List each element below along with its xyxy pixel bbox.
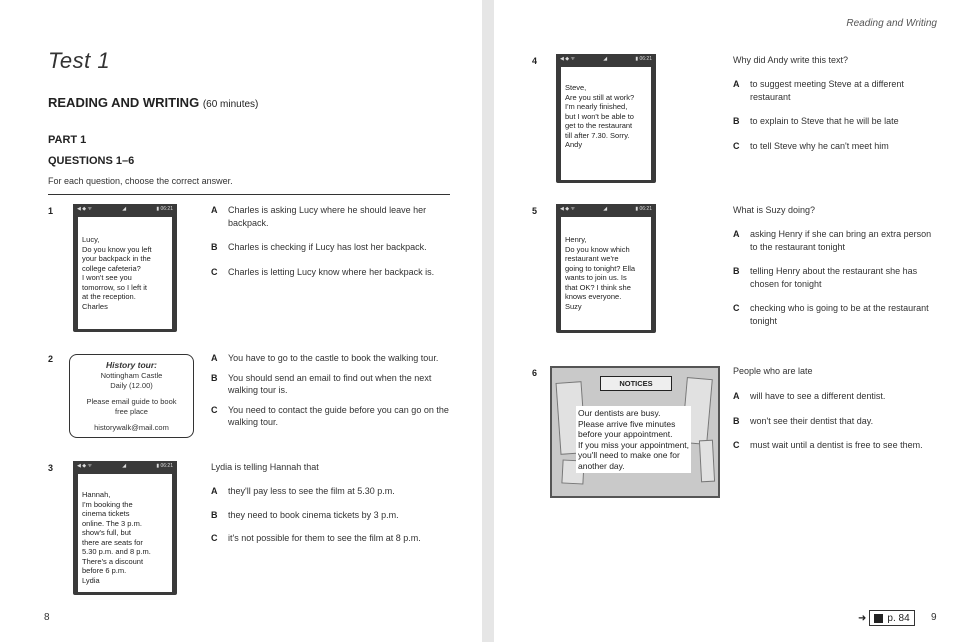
- phone-screen: [561, 217, 651, 330]
- question-number: 2: [48, 354, 54, 364]
- right-page: [494, 0, 973, 642]
- phone-status-bar: [73, 204, 177, 215]
- notice-history-tour: [69, 354, 194, 438]
- battery-time: ▮ 06:21: [635, 56, 652, 62]
- notices-label: NOTICES: [600, 376, 672, 391]
- options-q1: [211, 204, 451, 278]
- notice-email: historywalk@mail.com: [94, 422, 169, 432]
- reference-box: [869, 610, 914, 626]
- question-stem: Why did Andy write this text?: [733, 55, 849, 65]
- message-line: Steve,: [565, 83, 587, 92]
- options-q5: [733, 228, 933, 327]
- option-a[interactable]: A to suggest meeting Steve at a different restaurant: [733, 79, 904, 102]
- notice-line: Our dentists are busy.: [578, 408, 661, 418]
- message-line: 5.30 p.m. and 8 p.m.: [82, 547, 151, 556]
- paper-decoration: [699, 440, 715, 483]
- message-line: your backpack in the: [82, 254, 151, 263]
- page-number: 8: [44, 612, 50, 623]
- option-b[interactable]: B they need to book cinema tickets by 3 p.m.: [211, 509, 399, 520]
- reference-page: p. 84: [887, 612, 910, 624]
- message-line: Do you know which: [565, 244, 630, 254]
- message-line: I'm booking the: [82, 499, 133, 509]
- phone-screen: [78, 217, 172, 329]
- option-b[interactable]: B won't see their dentist that day.: [733, 415, 874, 426]
- notice-line: Daily (12.00): [110, 381, 153, 390]
- message-line: that OK? I think she: [565, 282, 631, 292]
- message-line: show's full, but: [82, 528, 131, 537]
- signal-icon: ◢: [603, 206, 608, 212]
- question-number: 1: [48, 206, 54, 216]
- option-a[interactable]: A You have to go to the castle to book the walking tour.: [211, 353, 439, 363]
- options-q2: [211, 352, 451, 429]
- message-line: get to the restaurant: [565, 121, 633, 130]
- option-a[interactable]: A Charles is asking Lucy where he should leave her backpack.: [211, 205, 427, 228]
- battery-time: ▮ 06:21: [156, 463, 173, 469]
- left-page: [0, 0, 482, 642]
- phone-message-q4: [556, 54, 656, 183]
- option-b[interactable]: B to explain to Steve that he will be late: [733, 116, 899, 126]
- answer-key-reference[interactable]: [858, 610, 915, 626]
- options-q6: [733, 390, 948, 452]
- message-line: I won't see you: [82, 273, 132, 282]
- option-c[interactable]: C must wait until a dentist is free to see them.: [733, 440, 923, 450]
- question-number: 6: [532, 368, 538, 378]
- message-line: Hannah,: [82, 490, 111, 499]
- message-line: Are you still at work?: [565, 92, 635, 102]
- signal-icon: ◢: [122, 206, 127, 212]
- message-line: Do you know you left: [82, 244, 152, 254]
- phone-message-q1: [73, 204, 177, 332]
- battery-time: ▮ 06:21: [156, 206, 173, 212]
- arrow-right-icon: ➜: [858, 612, 867, 624]
- message-line: Lydia: [82, 575, 100, 585]
- message-line: knows everyone.: [565, 292, 622, 301]
- question-stem: What is Suzy doing?: [733, 205, 816, 215]
- status-icons: ◀ ◆ ᯤ: [560, 206, 576, 212]
- status-icons: ◀ ◆ ᯤ: [560, 56, 576, 62]
- message-line: tomorrow, so I left it: [82, 282, 148, 292]
- notice-line: before your appointment.: [578, 429, 673, 439]
- page-number: 9: [931, 612, 937, 623]
- question-number: 5: [532, 206, 538, 216]
- message-line: Charles: [82, 301, 108, 311]
- notice-line: Please arrive five minutes: [578, 418, 676, 429]
- message-line: restaurant we're: [565, 254, 619, 263]
- notice-line: another day.: [578, 460, 625, 471]
- status-icons: ◀ ◆ ᯤ: [77, 463, 93, 469]
- dentist-notice: [576, 406, 691, 473]
- message-line: Henry,: [565, 235, 587, 244]
- phone-status-bar: [556, 204, 656, 215]
- message-line: but I won't be able to: [565, 111, 634, 121]
- question-stem: Lydia is telling Hannah that: [211, 462, 319, 472]
- notice-line: you'll need to make one for: [578, 450, 680, 460]
- phone-screen: [561, 67, 651, 180]
- option-b[interactable]: B telling Henry about the restaurant she has chosen for tonight: [733, 266, 918, 289]
- message-line: There's a discount: [82, 556, 144, 566]
- option-c[interactable]: C You need to contact the guide before you can go on the walking tour.: [211, 404, 449, 427]
- option-c[interactable]: C to tell Steve why he can't meet him: [733, 140, 889, 151]
- option-c[interactable]: C Charles is letting Lucy know where her backpack is.: [211, 266, 435, 277]
- message-line: there are seats for: [82, 537, 143, 547]
- section-title-text: READING AND WRITING: [48, 95, 200, 110]
- notice-line: free place: [115, 407, 148, 416]
- notice-board: [550, 366, 720, 498]
- question-number: 3: [48, 463, 54, 473]
- message-line: Lucy,: [82, 235, 100, 244]
- phone-status-bar: [73, 461, 177, 472]
- message-line: wants to join us. Is: [565, 273, 627, 282]
- option-b[interactable]: B You should send an email to find out when the next walking tour is.: [211, 372, 432, 395]
- signal-icon: ◢: [603, 56, 608, 62]
- option-a[interactable]: A asking Henry if she can bring an extra person to the restaurant tonight: [733, 229, 932, 252]
- signal-icon: ◢: [122, 463, 127, 469]
- option-c[interactable]: C it's not possible for them to see the film at 8 p.m.: [211, 533, 421, 543]
- running-header: Reading and Writing: [846, 18, 937, 29]
- questions-label: QUESTIONS 1–6: [48, 155, 135, 167]
- section-title: [48, 95, 258, 110]
- phone-screen: [78, 474, 172, 592]
- message-line: Andy: [565, 140, 583, 149]
- message-line: going to tonight? Ella: [565, 263, 636, 273]
- message-line: online. The 3 p.m.: [82, 518, 142, 528]
- options-q4: [733, 78, 933, 152]
- part-label: PART 1: [48, 134, 87, 146]
- instruction: For each question, choose the correct answer.: [48, 176, 233, 186]
- notice-title: History tour:: [106, 360, 157, 370]
- battery-time: ▮ 06:21: [635, 206, 652, 212]
- message-line: till after 7.30. Sorry.: [565, 130, 630, 140]
- phone-status-bar: [556, 54, 656, 65]
- phone-message-q5: [556, 204, 656, 333]
- notice-line: Nottingham Castle: [100, 370, 163, 380]
- options-q3: [211, 485, 451, 545]
- message-line: before 6 p.m.: [82, 566, 127, 575]
- option-c[interactable]: C checking who is going to be at the restaurant tonight: [733, 303, 929, 326]
- message-line: I'm nearly finished,: [565, 102, 628, 111]
- message-line: at the reception.: [82, 292, 136, 301]
- notice-line: If you miss your appointment,: [578, 439, 690, 450]
- question-stem: People who are late: [733, 366, 813, 376]
- option-a[interactable]: A they'll pay less to see the film at 5.30 p.m.: [211, 486, 395, 496]
- question-number: 4: [532, 56, 538, 66]
- option-b[interactable]: B Charles is checking if Lucy has lost her backpack.: [211, 242, 427, 252]
- test-title: Test 1: [48, 48, 111, 73]
- message-line: Suzy: [565, 301, 582, 311]
- phone-message-q3: [73, 461, 177, 595]
- message-line: cinema tickets: [82, 509, 130, 518]
- section-duration: (60 minutes): [202, 99, 259, 110]
- message-line: college cafeteria?: [82, 263, 141, 273]
- answer-key-icon: [874, 614, 883, 623]
- status-icons: ◀ ◆ ᯤ: [77, 206, 93, 212]
- divider: [48, 194, 450, 195]
- notice-line: Please email guide to book: [86, 396, 177, 406]
- option-a[interactable]: A will have to see a different dentist.: [733, 391, 886, 401]
